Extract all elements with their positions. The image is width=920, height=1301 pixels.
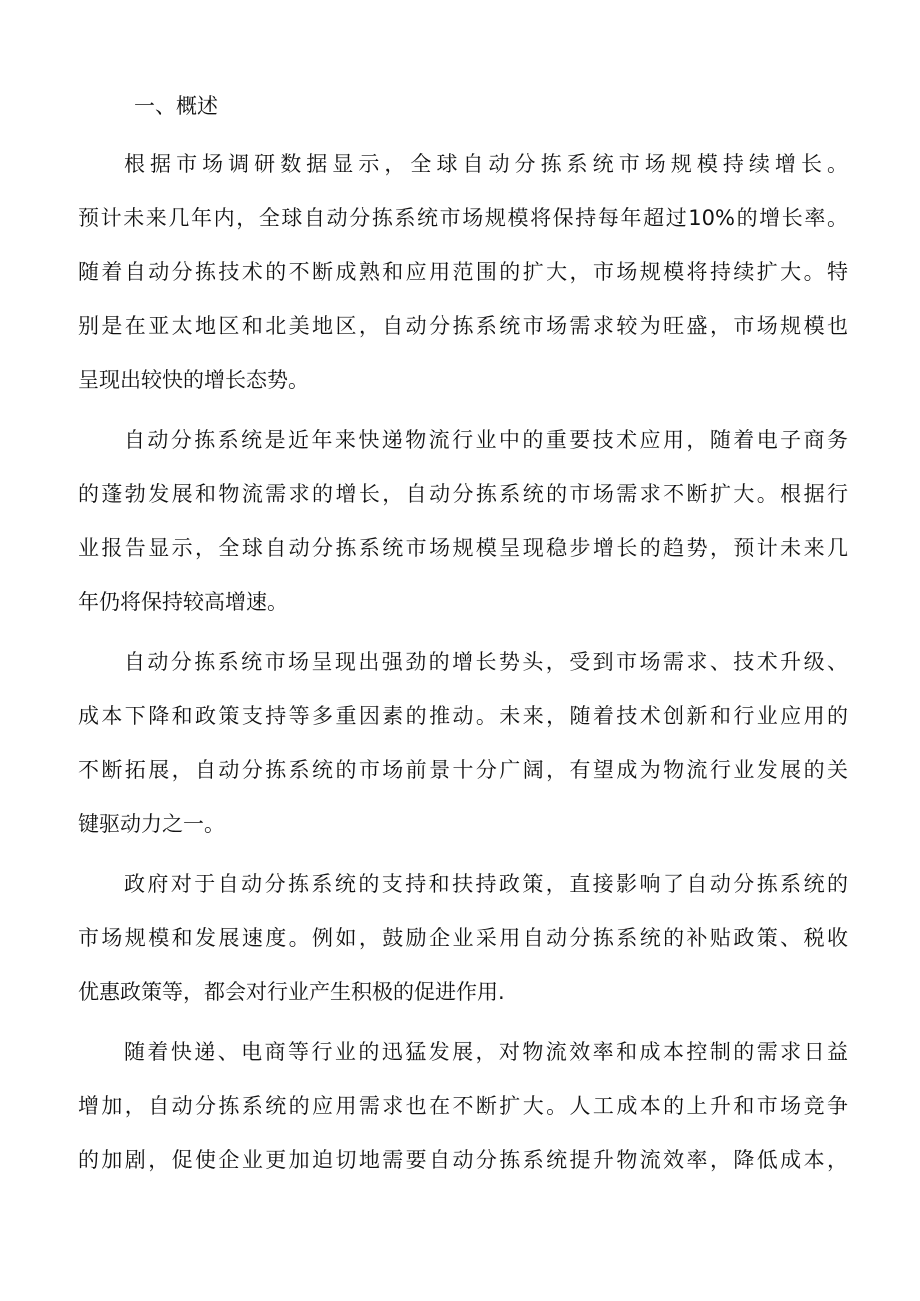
paragraph-1-line-4: 别是在亚太地区和北美地区，自动分拣系统市场需求较为旺盛，市场规模也 — [78, 314, 848, 338]
paragraph-1-line-3: 随着自动分拣技术的不断成熟和应用范围的扩大，市场规模将持续扩大。特 — [78, 260, 848, 284]
paragraph-4-line-3: 优惠政策等，都会对行业产生积极的促进作用. — [78, 980, 505, 1004]
paragraph-5-line-2: 增加，自动分拣系统的应用需求也在不断扩大。人工成本的上升和市场竞争 — [78, 1094, 848, 1118]
paragraph-1-line-5: 呈现出较快的增长态势。 — [78, 368, 309, 392]
paragraph-2-line-3: 业报告显示，全球自动分拣系统市场规模呈现稳步增长的趋势，预计未来几 — [78, 536, 848, 560]
paragraph-3-line-4: 键驱动力之一。 — [78, 812, 225, 836]
paragraph-3-line-2: 成本下降和政策支持等多重因素的推动。未来，随着技术创新和行业应用的 — [78, 704, 848, 728]
paragraph-3-line-1: 自动分拣系统市场呈现出强劲的增长势头，受到市场需求、技术升级、 — [124, 650, 848, 674]
paragraph-5-line-1: 随着快递、电商等行业的迅猛发展，对物流效率和成本控制的需求日益 — [124, 1040, 848, 1064]
paragraph-5-line-3: 的加剧，促使企业更加迫切地需要自动分拣系统提升物流效率，降低成本， — [78, 1148, 848, 1172]
paragraph-2-line-1: 自动分拣系统是近年来快递物流行业中的重要技术应用，随着电子商务 — [124, 428, 848, 452]
paragraph-4-line-2: 市场规模和发展速度。例如，鼓励企业采用自动分拣系统的补贴政策、税收 — [78, 926, 848, 950]
paragraph-1-line-2: 预计未来几年内，全球自动分拣系统市场规模将保持每年超过10%的增长率。 — [78, 206, 848, 230]
paragraph-2-line-4: 年仍将保持较高增速。 — [78, 590, 288, 614]
paragraph-1-line-1: 根据市场调研数据显示，全球自动分拣系统市场规模持续增长。 — [124, 152, 848, 176]
paragraph-3-line-3: 不断拓展，自动分拣系统的市场前景十分广阔，有望成为物流行业发展的关 — [78, 758, 848, 782]
section-heading: 一、概述 — [134, 94, 218, 118]
paragraph-2-line-2: 的蓬勃发展和物流需求的增长，自动分拣系统的市场需求不断扩大。根据行 — [78, 482, 848, 506]
paragraph-4-line-1: 政府对于自动分拣系统的支持和扶持政策，直接影响了自动分拣系统的 — [124, 872, 848, 896]
